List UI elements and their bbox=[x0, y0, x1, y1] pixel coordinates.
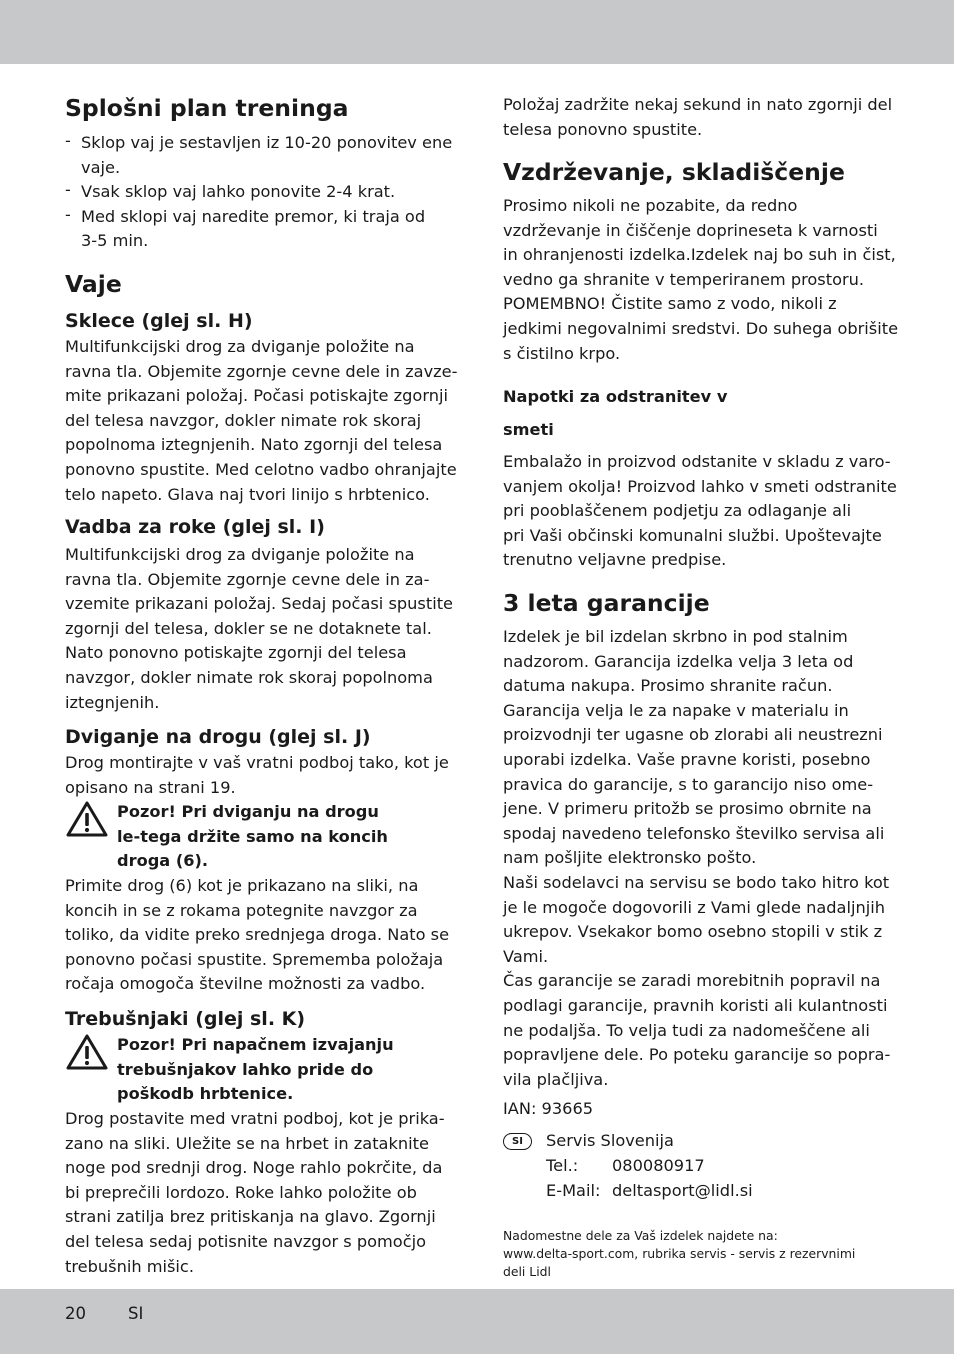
text-line: Naši sodelavci na servisu se bodo tako hitro kot bbox=[503, 872, 890, 892]
text-line: Vami. bbox=[503, 946, 549, 966]
text-line: vanjem okolja! Proizvod lahko v smeti odstranite bbox=[503, 476, 897, 496]
text-line: mite prikazani položaj. Počasi potiskajte zgornji bbox=[65, 386, 448, 406]
text-line: zgornji del telesa, dokler se ne dotaknete tal. bbox=[65, 618, 432, 638]
text-line: nadzorom. Garancija izdelka velja 3 leta od bbox=[503, 651, 854, 671]
text-line: jedkimi negovalnimi sredstvi. Do suhega obrišite bbox=[503, 318, 899, 338]
text-line: ravna tla. Objemite zgornje cevne dele in zavze- bbox=[65, 361, 458, 381]
disposal-text bbox=[503, 450, 897, 573]
text-line: Drog postavite med vratni podboj, kot je prika- bbox=[65, 1109, 445, 1128]
pullup-heading: Dviganje na drogu (glej sl. J) bbox=[65, 726, 371, 748]
text-line: datuma nakupa. Prosimo shranite račun. bbox=[503, 676, 833, 696]
training-plan-list bbox=[65, 131, 452, 254]
page-number: 20 bbox=[65, 1304, 86, 1323]
pullup-text-2 bbox=[65, 874, 449, 997]
text-line: droga (6). bbox=[117, 851, 209, 871]
warning-icon bbox=[65, 1033, 109, 1071]
text-line: jene. V primeru pritožb se prosimo obrnite na bbox=[503, 799, 872, 819]
text-line: telo napeto. Glava naj tvori linijo s hrbtenico. bbox=[65, 484, 430, 504]
text-line: vzemite prikazani položaj. Sedaj počasi spustite bbox=[65, 594, 453, 614]
text-line: Multifunkcijski drog za dviganje položite na bbox=[65, 545, 415, 564]
maintenance-text bbox=[503, 194, 898, 366]
service-tel-value[interactable]: 080080917 bbox=[612, 1156, 705, 1175]
warranty-heading: 3 leta garancije bbox=[503, 589, 710, 617]
text-line: Položaj zadržite nekaj sekund in nato zgornji del bbox=[503, 95, 893, 114]
text-line: proizvodnji ter ugasne ob zlorabi ali neustrezni bbox=[503, 725, 883, 745]
text-line: poškodb hrbtenice. bbox=[117, 1084, 294, 1104]
text-line: deli Lidl bbox=[503, 1264, 551, 1280]
text-line: uporabi izdelka. Vaše pravne koristi, posebno bbox=[503, 749, 871, 769]
abs-text bbox=[65, 1107, 445, 1279]
text-line: 3-5 min. bbox=[81, 231, 149, 251]
text-line: s čistilno krpo. bbox=[503, 343, 621, 363]
text-line: pri Vaši občinski komunalni službi. Upoštevajte bbox=[503, 525, 882, 545]
training-plan-heading: Splošni plan treninga bbox=[65, 94, 349, 122]
ian-number: IAN: 93665 bbox=[503, 1099, 594, 1118]
text-line: ukrepov. Vsekakor bomo osebno stopili v stik z bbox=[503, 922, 883, 942]
text-line: Napotki za odstranitev v bbox=[503, 387, 728, 406]
disposal-heading bbox=[503, 380, 727, 446]
text-line: ročaja omogoča številne možnosti za vadbo. bbox=[65, 974, 426, 994]
maintenance-heading: Vzdrževanje, skladiščenje bbox=[503, 158, 845, 186]
text-line: vila plačljiva. bbox=[503, 1069, 609, 1089]
text-line: - Vsak sklop vaj lahko ponovite 2-4 krat. bbox=[81, 182, 396, 202]
text-line: telesa ponovno spustite. bbox=[503, 119, 703, 139]
text-line: vedno ga shranite v temperiranem prostoru. bbox=[503, 269, 865, 289]
intro-text bbox=[503, 93, 892, 142]
text-line: pri pooblaščenem podjetju za odlaganje ali bbox=[503, 501, 852, 521]
text-line: del telesa navzgor, dokler nimate rok skoraj bbox=[65, 410, 422, 430]
text-line: popravljene dele. Po poteku garancije so popra- bbox=[503, 1045, 891, 1065]
service-email-value[interactable]: deltasport@lidl.si bbox=[612, 1181, 753, 1200]
text-line: nam pošljite elektronsko pošto. bbox=[503, 848, 757, 868]
text-line: www.delta-sport.com, rubrika servis - servis z rezervnimi bbox=[503, 1246, 856, 1262]
text-line: trebušnjakov lahko pride do bbox=[117, 1059, 374, 1079]
text-line: Garancija velja le za napake v materialu in bbox=[503, 700, 849, 720]
spare-parts-note bbox=[503, 1227, 855, 1282]
text-line: koncih in se z rokama potegnite navzgor za bbox=[65, 900, 418, 920]
exercises-heading: Vaje bbox=[65, 270, 122, 298]
text-line: smeti bbox=[503, 420, 554, 439]
service-tel-label: Tel.: bbox=[546, 1156, 579, 1175]
text-line: Drog montirajte v vaš vratni podboj tako, kot je bbox=[65, 753, 449, 772]
arms-heading: Vadba za roke (glej sl. I) bbox=[65, 516, 325, 538]
service-name: Servis Slovenija bbox=[546, 1131, 674, 1150]
text-line: Primite drog (6) kot je prikazano na sliki, na bbox=[65, 876, 419, 895]
text-line: Nadomestne dele za Vaš izdelek najdete na: bbox=[503, 1228, 778, 1243]
text-line: trenutno veljavne predpise. bbox=[503, 550, 727, 570]
list-item bbox=[65, 180, 452, 205]
text-line: del telesa sedaj potisnite navzgor s pomočjo bbox=[65, 1231, 427, 1251]
arms-text bbox=[65, 543, 453, 715]
text-line: Embalažo in proizvod odstanite v skladu z varo- bbox=[503, 452, 891, 471]
text-line: noge pod srednji drog. Noge rahlo pokrčite, da bbox=[65, 1158, 443, 1178]
country-badge: SI bbox=[503, 1133, 532, 1150]
text-line: ne podaljša. To velja tudi za nadomeščene ali bbox=[503, 1020, 870, 1040]
text-line: je le mogoče dogovorili z Vami glede nadaljnjih bbox=[503, 897, 885, 917]
text-line: Prosimo nikoli ne pozabite, da redno bbox=[503, 196, 798, 215]
header-bar bbox=[0, 0, 954, 64]
text-line: ravna tla. Objemite zgornje cevne dele in za- bbox=[65, 569, 430, 589]
warranty-text bbox=[503, 625, 890, 1092]
text-line: le-tega držite samo na koncih bbox=[117, 826, 388, 846]
text-line: ponovno počasi spustite. Sprememba položaja bbox=[65, 949, 444, 969]
text-line: popolnoma iztegnjenih. Nato zgornji del telesa bbox=[65, 435, 443, 455]
text-line: toliko, da vidite preko srednjega droga. Nato se bbox=[65, 925, 450, 945]
text-line: trebušnih mišic. bbox=[65, 1256, 194, 1276]
list-item bbox=[65, 205, 452, 254]
text-line: vzdrževanje in čiščenje doprineseta k varnosti bbox=[503, 220, 878, 240]
text-line: bi preprečili lordozo. Roke lahko položite ob bbox=[65, 1182, 417, 1202]
text-line: zano na sliki. Uležite se na hrbet in zataknite bbox=[65, 1133, 429, 1153]
text-line: vaje. bbox=[81, 157, 121, 177]
text-line: POMEMBNO! Čistite samo z vodo, nikoli z bbox=[503, 294, 837, 314]
text-line: Nato ponovno potiskajte zgornji del telesa bbox=[65, 643, 407, 663]
pushups-text bbox=[65, 335, 457, 507]
text-line: navzgor, dokler nimate rok skoraj popolnoma bbox=[65, 667, 433, 687]
service-email-label: E-Mail: bbox=[546, 1181, 601, 1200]
text-line: ponovno spustite. Med celotno vadbo ohranjajte bbox=[65, 459, 457, 479]
text-line: Multifunkcijski drog za dviganje položite na bbox=[65, 337, 415, 356]
text-line: strani zatilja brez pritiskanja na glavo. Zgornji bbox=[65, 1207, 436, 1227]
pushups-heading: Sklece (glej sl. H) bbox=[65, 310, 253, 332]
text-line: - Med sklopi vaj naredite premor, ki traja od bbox=[81, 206, 426, 226]
text-line: iztegnjenih. bbox=[65, 692, 160, 712]
text-line: in ohranjenosti izdelka.Izdelek naj bo suh in čist, bbox=[503, 245, 896, 265]
list-item bbox=[65, 131, 452, 180]
text-line: - Sklop vaj je sestavljen iz 10-20 ponovitev ene bbox=[81, 133, 453, 152]
text-line: Čas garancije se zaradi morebitnih popravil na bbox=[503, 971, 881, 991]
pullup-text bbox=[65, 751, 449, 800]
warning-icon bbox=[65, 800, 109, 838]
text-line: Pozor! Pri dviganju na drogu bbox=[117, 802, 379, 821]
abs-warning-text bbox=[117, 1033, 394, 1107]
text-line: Pozor! Pri napačnem izvajanju bbox=[117, 1035, 394, 1054]
text-line: pravica do garancije, s to garancijo niso ome- bbox=[503, 774, 874, 794]
text-line: podlagi garancije, pravnih koristi ali kulantnosti bbox=[503, 995, 888, 1015]
text-line: opisano na strani 19. bbox=[65, 777, 236, 797]
text-line: Izdelek je bil izdelan skrbno in pod stalnim bbox=[503, 627, 848, 646]
text-line: spodaj navedeno telefonsko številko servisa ali bbox=[503, 823, 885, 843]
abs-heading: Trebušnjaki (glej sl. K) bbox=[65, 1008, 306, 1030]
pullup-warning-text bbox=[117, 800, 388, 874]
page-language: SI bbox=[128, 1304, 144, 1323]
